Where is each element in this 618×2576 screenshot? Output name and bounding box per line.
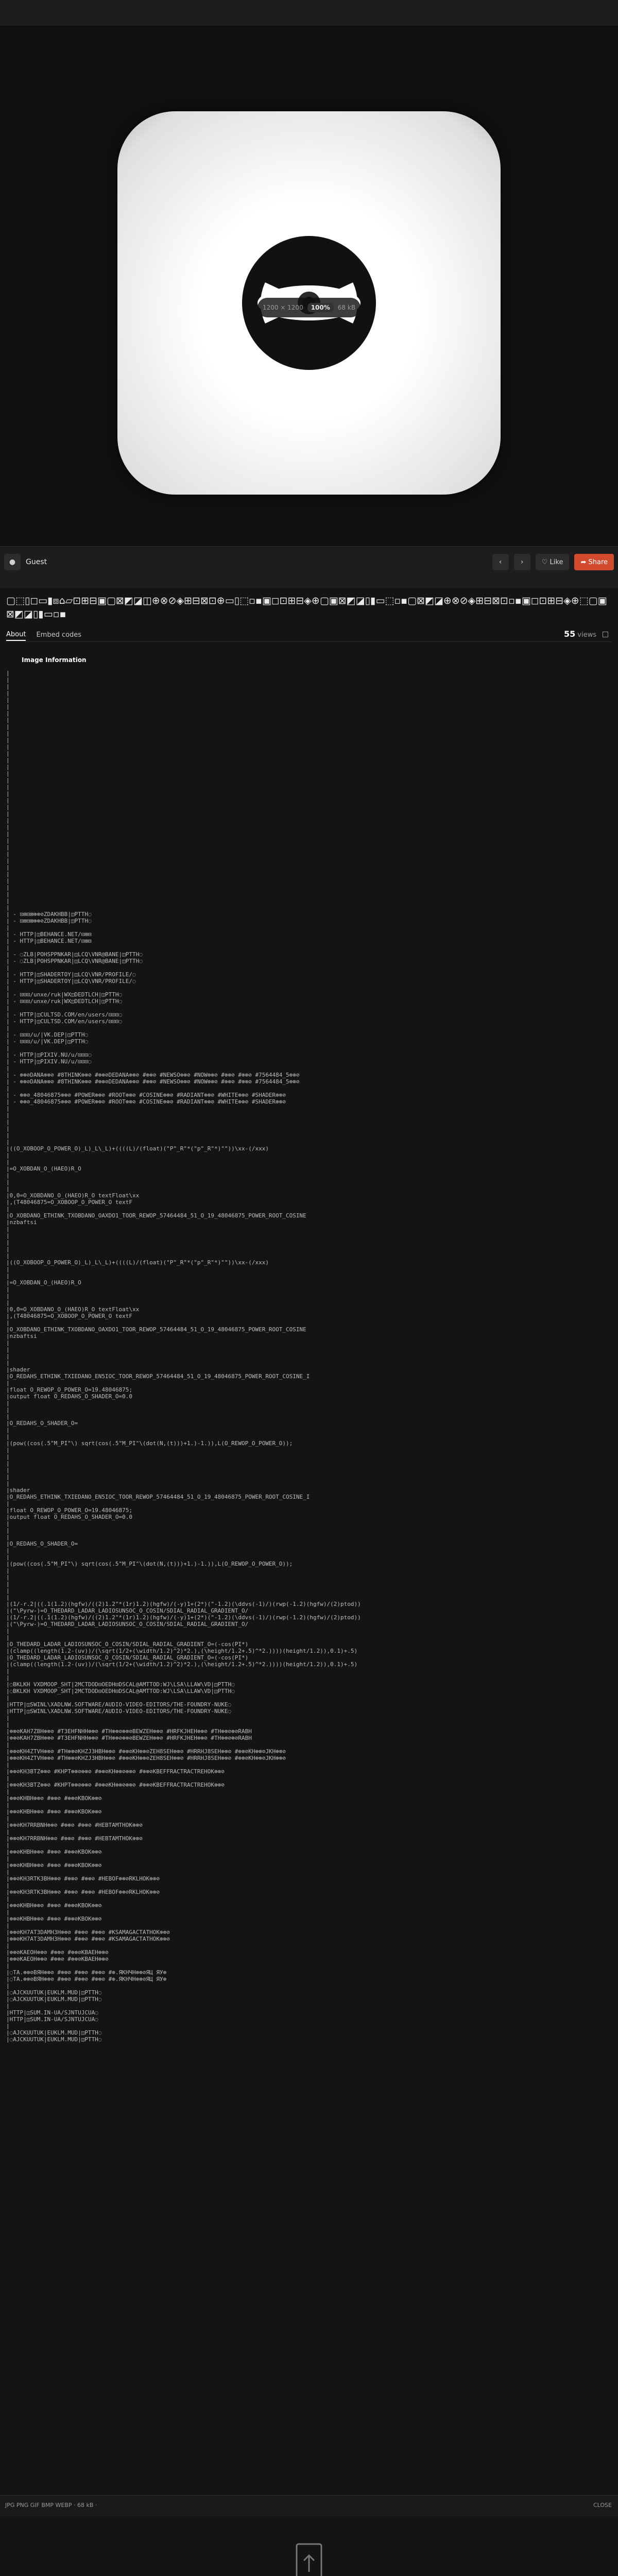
like-button[interactable] bbox=[536, 554, 570, 570]
filesize-label: 68 kB bbox=[337, 304, 356, 311]
image-description: | | | | | | | | | | | | | | | | | | | | | | | | | | | | | | | | | | | | | - ⊡⊞⊟⊠⊕⊗⊘ZDAKHBB|◫PTTH◌ | - ⊡⊞⊟⊠⊕⊗⊘ZDAKHBB|◫PTTH◌ | | - HTTP|◫BEHANCE.NET/⊡⊞⊟ | - HTTP|◫BEHANCE.NET/⊡⊞⊟ | | - ◌ZLB|POHSPPNKAR|◫LCQ\VNR@BANE|◫PTTH◌ | - ◌ZLB|POHSPPNKAR|◫LCQ\VNR@BANE|◫PTTH◌ | | - HTTP|◫SHADERTOY|◫LCQ\VNR/PROFILE/◌ | - HTTP|◫SHADERTOY|◫LCQ\VNR/PROFILE/◌ | | - ⊡⊡⊡/unxe/ruk|WX◫DEDTLCH|◫PTTH◌ | - ⊡⊡⊡/unxe/ruk|WX◫DEDTLCH|◫PTTH◌ | | - HTTP|◫CULTSD.COM/en/users/⊡⊡⊡◌ | - HTTP|◫CULTSD.COM/en/users/⊡⊡⊡◌ | | - ⊡⊡⊡/u/|VK.DEP|◫PTTH◌ | - ⊡⊡⊡/u/|VK.DEP|◫PTTH◌ | | - HTTP|◫PIXIV.NU/u/⊡⊡⊡◌ | - HTTP|◫PIXIV.NU/u/⊡⊡⊡◌ | | - ⊕⊗⊘DANA⊕⊗⊘ #8THINK⊕⊗⊘ #⊕⊗⊘DEDANA⊕⊗⊘ #⊕⊗⊘ #NEWSO⊕⊗⊘ #NOW⊕⊗⊘ #⊕⊗⊘ #⊕⊗⊘ #7564484_5⊕⊗⊘ | - ⊕⊗⊘DANA⊕⊗⊘ #8THINK⊕⊗⊘ #⊕⊗⊘DEDANA⊕⊗⊘ #⊕⊗⊘ #NEWSO⊕⊗⊘ #NOW⊕⊗⊘ #⊕⊗⊘ #⊕⊗⊘ #7564484_5⊕⊗⊘ | | - ⊕⊗⊘_48046875⊕⊗⊘ #POWER⊕⊗⊘ #ROOT⊕⊗⊘ #COSINE⊕⊗⊘ #RADIANT⊕⊗⊘ #WHITE⊕⊗⊘ #SHADER⊕⊗⊘ | - ⊕⊗⊘_48046875⊕⊗⊘ #POWER⊕⊗⊘ #ROOT⊕⊗⊘ #COSINE⊕⊗⊘ #RADIANT⊕⊗⊘ #WHITE⊕⊗⊘ #SHADER⊕⊗⊘ | | | | | | |((O_XOBOOP_O_POWER_O)_L)_L\_L)+((((L)/(float)("P"_R"*("p"_R"*)""))\xx-(/xxx) | | |=O_XOBDAN_O_(HAEO)R_O | | | |0,0=O_XOBDANO_O_(HAEO)R_O textFloat\xx |,(T48046875=O_XOBOOP_O_POWER_O textF | |O_XOBDANO_ETHINK_TXOBDANO_OAXDO1_TOOR_REWOP_57464484_51_O_19_48046875_POWER_ROOT_COSINE |nzbaftsi | | | | | |((O_XOBOOP_O_POWER_O)_L)_L\_L)+((((L)/(float)("P"_R"*("p"_R"*)""))\xx-(/xxx) | | |=O_XOBDAN_O_(HAEO)R_O | | | |0,0=O_XOBDANO_O_(HAEO)R_O textFloat\xx |,(T48046875=O_XOBOOP_O_POWER_O textF | |O_XOBDANO_ETHINK_TXOBDANO_OAXDO1_TOOR_REWOP_57464484_51_O_19_48046875_POWER_ROOT_COSINE |nzbaftsi | | | | |shader |O_REDAHS_ETHINK_TXIEDANO_EN5IOC_TOOR_REWOP_57464484_51_O_19_48046875_POWER_ROOT_COSINE_I | |float O_REWOP_O_POWER_O=19.48046875; |output float O_REDAHS_O_SHADER_O=0.0 | | | |O_REDAHS_O_SHADER_O= | | |(pow((cos(.5"M_PI"\) sqrt(cos(.5"M_PI"\(dot(N,(t)))+1.)-1.)),L(O_REWOP_O_POWER_O)); | | | | | | |shader |O_REDAHS_ETHINK_TXIEDANO_EN5IOC_TOOR_REWOP_57464484_51_O_19_48046875_POWER_ROOT_COSINE_I | |float O_REWOP_O_POWER_O=19.48046875; |output float O_REDAHS_O_SHADER_O=0.0 | | | |O_REDAHS_O_SHADER_O= | | |(pow((cos(.5"M_PI"\) sqrt(cos(.5"M_PI"\(dot(N,(t)))+1.)-1.)),L(O_REWOP_O_POWER_O)); | | | | | |(1/-r.2|((.1(1.2)(hgfw)/((2)1.2"*(1r)1.2)(hgfw)/(-y)1+(2*)("-1.2)(\ddvs(-1)/)(rwp(-1.2)(hgfw)/(2)ptod)) |("\Pyrw-)=O_THEDARD_LADAR_LADIOSUNSOC_O_COSIN/SDIAL_RADIAL_GRADIENT_O/ |(1/-r.2|((.1(1.2)(hgfw)/((2)1.2"*(1r)1.2)(hgfw)/(-y)1+(2*)("-1.2)(\ddvs(-1)/)(rwp(-1.2)(hgfw)/(2)ptod)) |("\Pyrw-)=O_THEDARD_LADAR_LADIOSUNSOC_O_COSIN/SDIAL_RADIAL_GRADIENT_O/ | | |O_THEDARD_LADAR_LADIOSUNSOC_O_COSIN/SDIAL_RADIAL_GRADIENT_O=(-cos(PI*) |(clamp((length(1.2-(uv))/(\sqrt(1/2+(\width/1.2)^2)*2.),(\height/1.2+.5)^*2.))))(height/1.2)),0.1)+.5) |O_THEDARD_LADAR_LADIOSUNSOC_O_COSIN/SDIAL_RADIAL_GRADIENT_O=(-cos(PI*) |(clamp((length(1.2-(uv))/(\sqrt(1/2+(\width/1.2)^2)*2.),(\height/1.2+.5)^*2.))))(height/1.2)),0.1)+.5) | | |◌BKLKH VXDMOOP_SHT|2MCTDOD⊡OEDH⊡DSCAL@AMTTOD:WJ\LSA\LLAW\VD|◫PTTH◌ |◌BKLKH VXDMOOP_SHT|2MCTDOD⊡OEDH⊡DSCAL@AMTTOD:WJ\LSA\LLAW\VD|◫PTTH◌ | |HTTP|◫SWINL\XADLNW.SOFTWARE/AUDIO-VIDEO-EDITORS/THE-FOUNDRY-NUKE◌ |HTTP|◫SWINL\XADLNW.SOFTWARE/AUDIO-VIDEO-EDITORS/THE-FOUNDRY-NUKE◌ | | |⊕⊗⊘KAH7ZBH⊕⊗⊘ #T3EHFNHH⊕⊗⊘ #TH⊕⊗⊘⊕⊗⊘BEWZEH⊕⊗⊘ #HRFKJHEH⊕⊗⊘ #TH⊕⊗⊘⊗⊘RABH |⊕⊗⊘KAH7ZBH⊕⊗⊘ #T3EHFNHH⊕⊗⊘ #TH⊕⊗⊘⊕⊗⊘BEWZEH⊕⊗⊘ #HRFKJHEH⊕⊗⊘ #TH⊕⊗⊘⊗⊘RABH | |⊕⊗⊘KH4ZTVH⊕⊗⊘ #TH⊕⊗⊘KHZJ3HBH⊕⊗⊘ #⊕⊗⊘KH⊕⊗⊘ZEH8SEH⊕⊗⊘ #HRRHJ8SEH⊕⊗⊘ #⊕⊗⊘KH⊕⊗⊘JKH⊕⊗⊘ |⊕⊗⊘KH4ZTVH⊕⊗⊘ #TH⊕⊗⊘KHZJ3HBH⊕⊗⊘ #⊕⊗⊘KH⊕⊗⊘ZEH8SEH⊕⊗⊘ #HRRHJ8SEH⊕⊗⊘ #⊕⊗⊘KH⊕⊗⊘JKH⊕⊗⊘ | |⊕⊗⊘KH3BTZ⊕⊗⊘ #KHPT⊕⊗⊘⊕⊗⊘ #⊕⊗⊘KH⊕⊗⊘⊕⊗⊘ #⊕⊗⊘KBEFFRACTRACTREHOK⊕⊗⊘ | |⊕⊗⊘KH3BTZ⊕⊗⊘ #KHPT⊕⊗⊘⊕⊗⊘ #⊕⊗⊘KH⊕⊗⊘⊕⊗⊘ #⊕⊗⊘KBEFFRACTRACTREHOK⊕⊗⊘ | |⊕⊗⊘KHBH⊕⊗⊘ #⊕⊗⊘ #⊕⊗⊘KBOK⊕⊗⊘ | |⊕⊗⊘KHBH⊕⊗⊘ #⊕⊗⊘ #⊕⊗⊘KBOK⊕⊗⊘ | |⊕⊗⊘KH7RRBNH⊕⊗⊘ #⊕⊗⊘ #⊕⊗⊘ #HEBTAMTHOK⊕⊗⊘ | |⊕⊗⊘KH7RRBNH⊕⊗⊘ #⊕⊗⊘ #⊕⊗⊘ #HEBTAMTHOK⊕⊗⊘ | |⊕⊗⊘KHBH⊕⊗⊘ #⊕⊗⊘ #⊕⊗⊘KBOK⊕⊗⊘ | |⊕⊗⊘KHBH⊕⊗⊘ #⊕⊗⊘ #⊕⊗⊘KBOK⊕⊗⊘ | |⊕⊗⊘KH3RTK3BH⊕⊗⊘ #⊕⊗⊘ #⊕⊗⊘ #HEBOF⊕⊗⊘RKLHOK⊕⊗⊘ | |⊕⊗⊘KH3RTK3BH⊕⊗⊘ #⊕⊗⊘ #⊕⊗⊘ #HEBOF⊕⊗⊘RKLHOK⊕⊗⊘ | |⊕⊗⊘KHBH⊕⊗⊘ #⊕⊗⊘ #⊕⊗⊘KBOK⊕⊗⊘ | |⊕⊗⊘KHBH⊕⊗⊘ #⊕⊗⊘ #⊕⊗⊘KBOK⊕⊗⊘ | |⊕⊗⊘KH7AT3DAMH3H⊕⊗⊘ #⊕⊗⊘ #⊕⊗⊘ #KSAMAGACTATHOK⊕⊗⊘ |⊕⊗⊘KH7AT3DAMH3H⊕⊗⊘ #⊕⊗⊘ #⊕⊗⊘ #KSAMAGACTATHOK⊕⊗⊘ | |⊕⊗⊘KAEOH⊕⊗⊘ #⊕⊗⊘ #⊕⊗⊘KBAEH⊕⊗⊘ |⊕⊗⊘KAEOH⊕⊗⊘ #⊕⊗⊘ #⊕⊗⊘KBAEH⊕⊗⊘ | |◌TA.⊕⊗⊘ВЯН⊕⊗⊘ #⊕⊗⊘ #⊕⊗⊘ #⊕⊗⊘ #⊕.ЯКНЧН⊕⊗⊘ЯЦ ЯУ⊕ |◌TA.⊕⊗⊘ВЯН⊕⊗⊘ #⊕⊗⊘ #⊕⊗⊘ #⊕⊗⊘ #⊕.ЯКНЧН⊕⊗⊘ЯЦ ЯУ⊕ | |◌AJCKUUTUK|EUKLM.MUD|◫PTTH◌ |◌AJCKUUTUK|EUKLM.MUD|◫PTTH◌ | |HTTP|◫SUM.IN-UA/SJNTUJCUA◌ |HTTP|◫SUM.IN-UA/SJNTUJCUA◌ | |◌AJCKUUTUK|EUKLM.MUD|◫PTTH◌ |◌AJCKUUTUK|EUKLM.MUD|◫PTTH◌ bbox=[6, 670, 361, 2043]
heart-icon: ♡ bbox=[541, 558, 550, 566]
image-info-pill bbox=[258, 298, 360, 317]
image-details bbox=[0, 588, 618, 2495]
resolution-label: 1200 × 1200 bbox=[262, 304, 303, 311]
zoom-level[interactable]: 100% bbox=[307, 303, 334, 312]
next-arrow-icon[interactable]: › bbox=[514, 554, 530, 570]
tab-about[interactable]: About bbox=[6, 629, 26, 641]
top-bar bbox=[0, 0, 618, 26]
share-button[interactable] bbox=[574, 554, 614, 570]
info-bar bbox=[0, 546, 618, 588]
detail-tabs bbox=[6, 628, 612, 642]
comment-icon[interactable]: □ bbox=[602, 630, 609, 638]
upload-cloud-icon bbox=[295, 2543, 323, 2576]
user-name[interactable]: Guest bbox=[26, 558, 47, 566]
share-icon: ➦ bbox=[580, 558, 589, 566]
upload-footer bbox=[0, 2495, 618, 2516]
views-counter bbox=[564, 629, 596, 639]
tab-embed-codes[interactable]: Embed codes bbox=[36, 631, 82, 639]
image-viewer[interactable] bbox=[0, 26, 618, 546]
upload-dropzone[interactable] bbox=[0, 2516, 618, 2576]
avatar-icon[interactable]: ● bbox=[4, 554, 21, 570]
prev-arrow-icon[interactable]: ‹ bbox=[492, 554, 509, 570]
close-button[interactable]: CLOSE bbox=[593, 2502, 612, 2509]
image-title: ▢⬚▯◻▭▮⧈⌂▱⊡⊞⊟▣▢⊠◩◪◫⊕⊗⊘◈⊞⊟⊠⊡⊕▭▯⬚▫▪▣◻⊡⊞⊟◈⊕▢▣⊠◩◪▯▮▭⬚▫▪▢⊠◩◪⊕⊗⊘◈⊞⊟⊠⊡▫▪▣◻⊡⊞⊟◈⊕⬚▢▣⊠◩◪▯▮▭▫▪ bbox=[6, 595, 607, 620]
share-label: Share bbox=[588, 558, 608, 566]
views-count: 55 bbox=[564, 629, 576, 639]
like-label: Like bbox=[550, 558, 563, 566]
formats-label: JPG PNG GIF BMP WEBP · 68 kB · bbox=[5, 2502, 97, 2509]
image-information-heading: Image Information bbox=[22, 656, 87, 664]
views-label: views bbox=[577, 631, 596, 639]
